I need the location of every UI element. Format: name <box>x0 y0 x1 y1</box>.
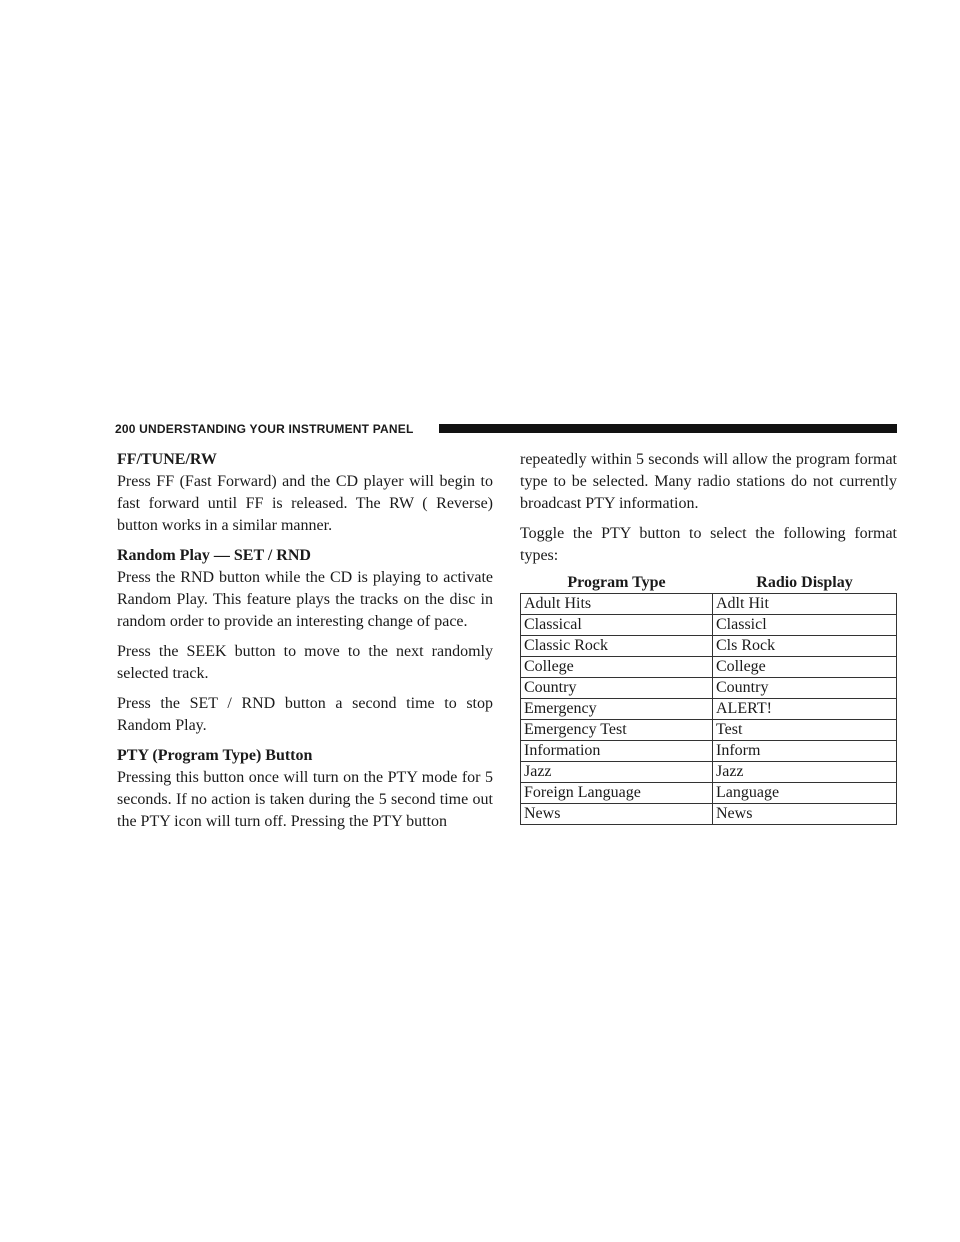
ff-tune-rw-heading: FF/TUNE/RW <box>117 451 217 468</box>
pty-button-heading: PTY (Program Type) Button <box>117 747 313 764</box>
table-row <box>521 741 897 762</box>
radio-display-cell: Adlt Hit <box>713 594 897 615</box>
radio-display-cell: Inform <box>713 741 897 762</box>
radio-display-cell: News <box>713 804 897 825</box>
table-row <box>521 699 897 720</box>
radio-display-cell: Country <box>713 678 897 699</box>
table-row <box>521 594 897 615</box>
table-row <box>521 762 897 783</box>
section-random-play <box>117 545 493 737</box>
program-type-cell: Emergency Test <box>521 720 713 741</box>
table-header-row <box>521 573 897 594</box>
radio-display-cell: Cls Rock <box>713 636 897 657</box>
program-type-cell: Information <box>521 741 713 762</box>
table-row <box>521 678 897 699</box>
table-row <box>521 657 897 678</box>
ff-tune-rw-body: Press FF (Fast Forward) and the CD player will begin to fast forward until FF is released. The RW ( Reverse) button works in a similar manner. <box>117 473 493 534</box>
program-type-cell: Country <box>521 678 713 699</box>
random-play-body-3: Press the SET / RND button a second time to stop Random Play. <box>117 695 493 734</box>
page-header <box>115 421 897 437</box>
table-row <box>521 804 897 825</box>
radio-display-cell: Jazz <box>713 762 897 783</box>
table-row <box>521 615 897 636</box>
program-type-cell: Emergency <box>521 699 713 720</box>
page-header-text: 200 UNDERSTANDING YOUR INSTRUMENT PANEL <box>115 422 414 436</box>
program-type-cell: Jazz <box>521 762 713 783</box>
header-rule <box>439 424 897 433</box>
program-type-cell: News <box>521 804 713 825</box>
table-row <box>521 636 897 657</box>
program-type-cell: Classical <box>521 615 713 636</box>
random-play-heading: Random Play — SET / RND <box>117 547 311 564</box>
radio-display-cell: Classicl <box>713 615 897 636</box>
program-type-cell: College <box>521 657 713 678</box>
pty-toggle-body: Toggle the PTY button to select the following format types: <box>520 525 897 564</box>
random-play-body-2: Press the SEEK button to move to the next randomly selected track. <box>117 643 493 682</box>
radio-display-cell: Test <box>713 720 897 741</box>
pty-continued-body: repeatedly within 5 seconds will allow the program format type to be selected. Many radio stations do not currently broadcast PTY information. <box>520 451 897 512</box>
section-ff-tune-rw <box>117 449 493 537</box>
left-column <box>117 449 493 833</box>
right-column <box>520 449 897 825</box>
program-type-table <box>520 573 897 825</box>
radio-display-cell: Language <box>713 783 897 804</box>
pty-button-body: Pressing this button once will turn on the PTY mode for 5 seconds. If no action is taken during the 5 second time out the PTY icon will turn off. Pressing the PTY button <box>117 769 493 830</box>
table-row <box>521 720 897 741</box>
column-header-radio-display: Radio Display <box>713 573 897 594</box>
program-type-cell: Foreign Language <box>521 783 713 804</box>
radio-display-cell: ALERT! <box>713 699 897 720</box>
program-type-cell: Adult Hits <box>521 594 713 615</box>
column-header-program-type: Program Type <box>521 573 713 594</box>
section-pty-button <box>117 745 493 833</box>
radio-display-cell: College <box>713 657 897 678</box>
table-row <box>521 783 897 804</box>
program-type-cell: Classic Rock <box>521 636 713 657</box>
random-play-body-1: Press the RND button while the CD is playing to activate Random Play. This feature plays the tracks on the disc in random order to provide an interesting change of pace. <box>117 569 493 630</box>
